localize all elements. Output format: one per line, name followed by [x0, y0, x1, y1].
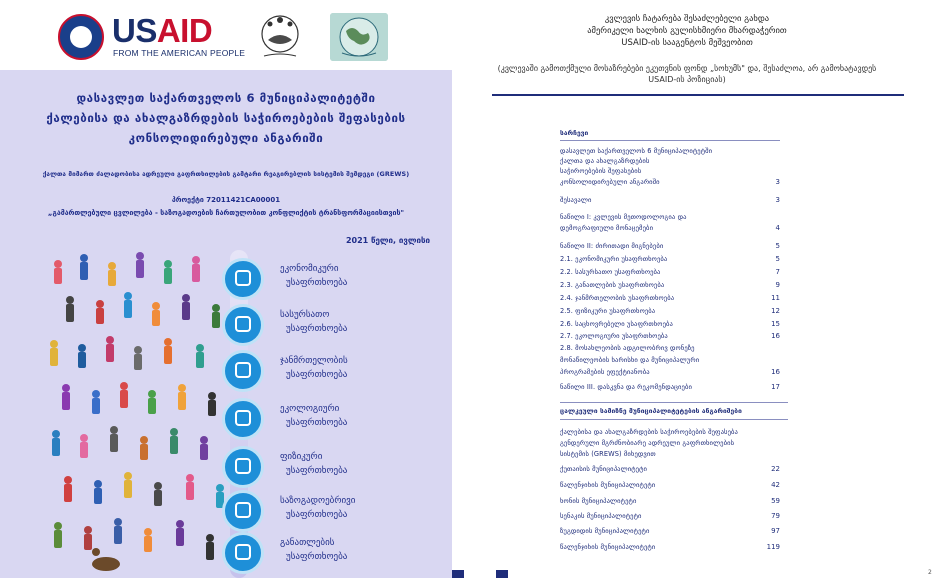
toc-page: [452, 0, 932, 578]
globe-map-icon: [330, 13, 388, 61]
toc-divider: [560, 402, 788, 403]
toc-entry[interactable]: ნაწილი III. დასკვნა და რეკომენდაციები: [560, 383, 693, 391]
municipality-entry[interactable]: ქუთაისის მუნიციპალიტეტი: [560, 465, 648, 473]
health-icon: [222, 350, 264, 392]
header-line: ამერიკელი ხალხის გულისხმიერი მხარდაჭერით: [587, 26, 787, 36]
section-label: ჯანმრთელობის: [280, 356, 348, 366]
toc-entry[interactable]: პროგრამების ეფექტიანობა: [560, 368, 650, 376]
toc-page-number: 17: [771, 383, 780, 391]
section-economic: [222, 258, 422, 304]
toc-entry[interactable]: 2.7. ეკოლოგიური უსაფრთხოება: [560, 332, 668, 340]
header-rule: [492, 94, 904, 96]
section-label: განათლების: [280, 538, 335, 548]
cover-title-line: დასავლეთ საქართველოს 6 მუნიციპალიტეტში: [76, 91, 376, 105]
toc-entry[interactable]: 2.2. სასურსათო უსაფრთხოება: [560, 268, 661, 276]
municipality-entry[interactable]: სენაკის მუნიციპალიტეტი: [560, 512, 642, 520]
toc-page-number: 5: [775, 242, 780, 250]
section-food: [222, 304, 422, 350]
toc-page-number: 5: [775, 255, 780, 263]
toc-entry[interactable]: საჭიროებების შეფასების: [560, 167, 642, 175]
section-education: [222, 532, 422, 578]
toc-entry[interactable]: 2.3. განათლების უსაფრთხოება: [560, 281, 665, 289]
municipality-entry[interactable]: ხონის მუნიციპალიტეტი: [560, 497, 637, 505]
project-name: „გამართლებული ცვლილება - საზოგადოების ჩართულობით კონფლიქტის ტრანსფორმაციისთვის": [47, 209, 405, 217]
toc-page-number: 3: [775, 178, 780, 186]
wallet-icon: [222, 258, 264, 300]
section-label: უსაფრთხოება: [286, 324, 348, 334]
section-ecology: [222, 398, 422, 444]
usaid-tagline: FROM THE AMERICAN PEOPLE: [113, 48, 246, 58]
toc-page-number: 9: [775, 281, 780, 289]
section2-intro: ქალებისა და ახალგაზრდების საჭიროებების შეფასება: [560, 428, 738, 436]
section-label: უსაფრთხოება: [286, 370, 348, 380]
toc-page-number: 3: [775, 196, 780, 204]
toc-entry[interactable]: დემოგრაფიული მონაცემები: [560, 224, 654, 232]
food-icon: [222, 304, 264, 346]
education-icon: [222, 532, 264, 574]
section-health: [222, 350, 422, 396]
toc-entry[interactable]: 2.1. ეკონომიკური უსაფრთხოება: [560, 255, 668, 263]
toc-page-number: 59: [771, 497, 780, 505]
disclaimer: (კვლევაში გამოთქმული მოსაზრებები ეკუთვნის ფონდ „სოხუმს" და, შესაძლოა, არ გამოხატავდეს USAID-ის პოზიციას): [497, 64, 877, 84]
section2-intro: გენდერული მგრძნობიარე ადრეული გაფრთხილების: [560, 439, 735, 447]
usaid-seal-icon: [58, 14, 104, 60]
section-label: უსაფრთხოება: [286, 466, 348, 476]
bottom-mark: [496, 570, 508, 578]
section-label: სასურსათო: [280, 310, 330, 320]
municipality-entry[interactable]: ზუგდიდის მუნიციპალიტეტი: [560, 527, 650, 535]
ecology-icon: [222, 398, 264, 440]
section-label: ფიზიკური: [280, 452, 323, 462]
cover-date: 2021 წელი, ივლისი: [345, 236, 430, 245]
project-number: პროექტი 72011421CA00001: [171, 196, 281, 204]
section-label: უსაფრთხოება: [286, 510, 348, 520]
community-icon: [222, 490, 264, 532]
section-physical: [222, 446, 422, 492]
toc-entry[interactable]: 2.4. ჯანმრთელობის უსაფრთხოება: [560, 294, 675, 302]
section-label: უსაფრთხოება: [286, 278, 348, 288]
toc-page-number: 16: [771, 368, 780, 376]
toc-page-number: 22: [771, 465, 780, 473]
bottom-mark: [452, 570, 464, 578]
section2-title[interactable]: ცალკეული სამიზნე მუნიციპალიტეტების ანგარიშები: [560, 407, 742, 415]
toc-divider: [560, 419, 788, 420]
municipality-entry[interactable]: წალენჯიხის მუნიციპალიტეტი: [560, 481, 656, 489]
toc-entry[interactable]: დასავლეთ საქართველოს 6 მუნიციპალიტეტში: [560, 147, 713, 155]
cover-subtitle: ქალთა მიმართ ძალადობისა ადრეული გაფრთხილების გამტარი რეაგირებლის სისტემის შემდეგი (GREWS): [42, 170, 410, 178]
section-label: უსაფრთხოება: [286, 418, 348, 428]
section-label: ეკოლოგიური: [280, 404, 340, 414]
toc-title: სარჩევი: [560, 129, 589, 137]
section-community: [222, 490, 422, 536]
toc-entry[interactable]: მონაწილეობის ხარისხი და მუნიციპალური: [560, 356, 700, 364]
toc-page-number: 12: [771, 307, 780, 315]
section-label: უსაფრთხოება: [286, 552, 348, 562]
header-line: კვლევის ჩატარება შესაძლებელი გახდა: [604, 14, 770, 24]
toc-divider: [560, 140, 780, 141]
cover-title: [20, 88, 432, 148]
toc-entry[interactable]: 2.6. საცხოვრებელი უსაფრთხოება: [560, 320, 673, 328]
usaid-wordmark: USAID: [112, 12, 213, 49]
section2-intro: სისტემის (GREWS) მიხედვით: [560, 450, 656, 458]
report-cover: [0, 0, 452, 578]
header-line: USAID-ის სააგენტოს მეშვეობით: [621, 38, 753, 48]
toc-entry[interactable]: 2.8. მოსახლეობის ადგილობრივ დონეზე: [560, 344, 695, 352]
toc-page-number: 4: [775, 224, 780, 232]
toc-page-number: 42: [771, 481, 780, 489]
cover-title-line: ქალებისა და ახალგაზრდების საჭიროებების შეფასების: [46, 111, 406, 125]
cover-title-line: კონსოლიდირებული ანგარიში: [128, 131, 324, 145]
toc-page-number: 11: [771, 294, 780, 302]
toc-entry[interactable]: ქალთა და ახალგაზრდების: [560, 157, 650, 165]
toc-page-number: 119: [766, 543, 780, 551]
toc-entry[interactable]: კონსოლიდირებული ანგარიში: [560, 178, 660, 186]
toc-page-number: 7: [775, 268, 780, 276]
section-label: ეკონომიკური: [280, 264, 339, 274]
toc-page-number: 16: [771, 332, 780, 340]
toc-page-number: 79: [771, 512, 780, 520]
page-number: 2: [928, 569, 932, 576]
project-info: [20, 194, 432, 220]
toc-entry[interactable]: 2.5. ფიზიკური უსაფრთხოება: [560, 307, 656, 315]
toc-page-number: 97: [771, 527, 780, 535]
shield-icon: [222, 446, 264, 488]
section-label: საზოგადოებრივი: [280, 496, 356, 506]
crowd-people: [50, 252, 224, 571]
municipality-entry[interactable]: წალენჯიხის მუნიციპალიტეტი: [560, 543, 656, 551]
toc-entry[interactable]: ნაწილი I: კვლევის მეთოდოლოგია და: [560, 213, 687, 221]
organization-emblem-icon: [258, 12, 302, 62]
toc-entry[interactable]: შესავალი: [560, 196, 592, 204]
toc-page-number: 15: [771, 320, 780, 328]
toc-entry[interactable]: ნაწილი II: ძირითადი მიგნებები: [560, 242, 664, 250]
